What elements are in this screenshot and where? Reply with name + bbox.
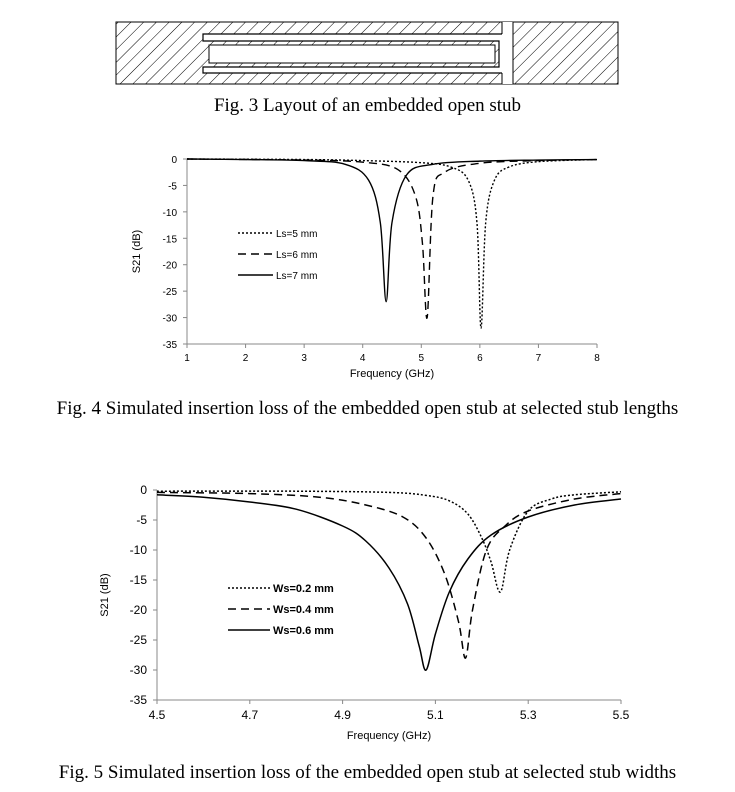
series-line-1 <box>187 159 597 318</box>
x-tick-label: 2 <box>242 353 249 364</box>
legend-label-1: Ws=0.4 mm <box>273 604 334 616</box>
series-line-2 <box>157 495 621 670</box>
x-tick-label: 4.5 <box>148 708 166 722</box>
fig5-chart <box>0 470 735 760</box>
y-tick-label: -15 <box>129 573 147 587</box>
series-line-0 <box>157 491 621 592</box>
x-tick-label: 5 <box>418 353 425 364</box>
y-tick-label: -25 <box>129 633 147 647</box>
fig4-caption: Fig. 4 Simulated insertion loss of the embedded open stub at selected stub lengths <box>56 398 679 419</box>
y-tick-label: -5 <box>136 513 147 527</box>
x-tick-label: 5.1 <box>427 708 444 722</box>
y-tick-label: -25 <box>162 287 177 299</box>
y-tick-label: 0 <box>171 155 177 166</box>
x-tick-label: 7 <box>535 353 542 364</box>
fig4-chart <box>0 140 735 400</box>
y-tick-label: -20 <box>162 260 177 272</box>
y-tick-label: -10 <box>129 543 147 557</box>
y-tick-label: -30 <box>129 663 147 677</box>
legend-label-0: Ws=0.2 mm <box>273 583 334 595</box>
open-stub-strip <box>209 45 495 63</box>
stub-layout-diagram <box>0 0 735 100</box>
x-tick-label: 3 <box>301 353 307 364</box>
legend-label-2: Ls=7 mm <box>276 271 318 282</box>
legend-label-1: Ls=6 mm <box>276 250 318 261</box>
series-line-2 <box>187 159 597 302</box>
x-tick-label: 1 <box>184 353 190 364</box>
y-tick-label: -15 <box>162 234 177 246</box>
x-tick-label: 4.7 <box>241 708 259 722</box>
y-tick-label: -5 <box>168 181 177 193</box>
series-line-1 <box>157 492 621 658</box>
fig5-caption: Fig. 5 Simulated insertion loss of the embedded open stub at selected stub widths <box>58 762 677 783</box>
x-tick-label: 8 <box>594 353 600 364</box>
x-tick-label: 5.5 <box>612 708 630 722</box>
legend-label-0: Ls=5 mm <box>276 229 318 240</box>
x-tick-label: 4.9 <box>334 708 351 722</box>
y-tick-label: -35 <box>129 693 147 707</box>
feed-line <box>502 22 513 84</box>
y-tick-label: -10 <box>162 207 177 219</box>
y-tick-label: -30 <box>162 313 177 325</box>
series-line-0 <box>187 159 597 328</box>
fig3-caption: Fig. 3 Layout of an embedded open stub <box>213 95 522 116</box>
x-axis-label: Frequency (GHz) <box>349 368 435 380</box>
legend-label-2: Ws=0.6 mm <box>273 625 334 637</box>
x-tick-label: 4 <box>359 353 366 364</box>
y-tick-label: -20 <box>129 603 147 617</box>
x-axis-label: Frequency (GHz) <box>346 730 432 742</box>
y-tick-label: -35 <box>162 340 177 351</box>
x-tick-label: 5.3 <box>519 708 537 722</box>
y-axis-label: S21 (dB) <box>131 229 143 274</box>
y-axis-label: S21 (dB) <box>99 573 111 617</box>
y-tick-label: 0 <box>140 483 147 497</box>
x-tick-label: 6 <box>477 353 483 364</box>
